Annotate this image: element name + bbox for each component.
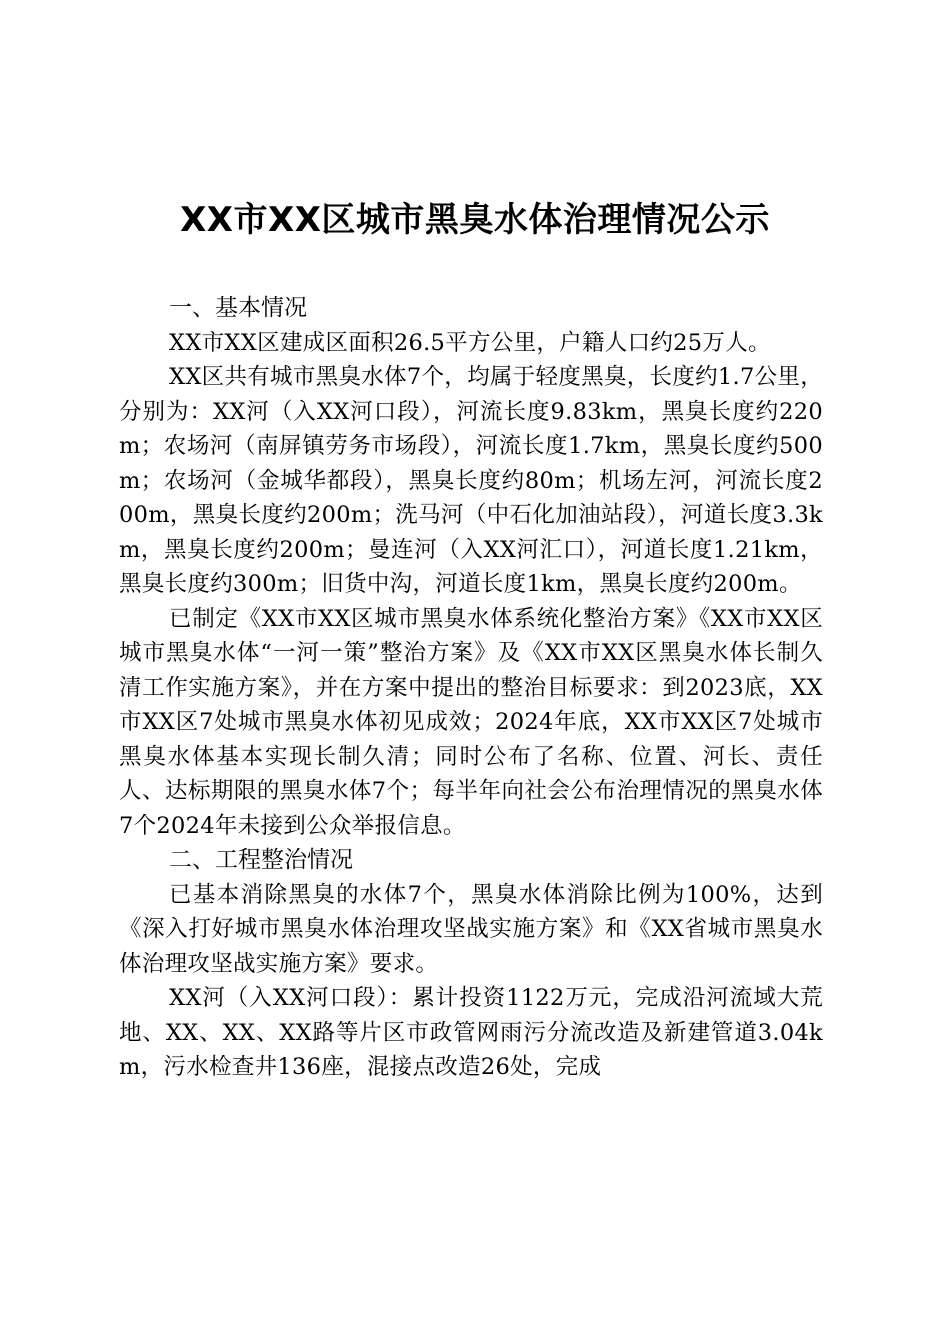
document-title: XX市XX区城市黑臭水体治理情况公示: [180, 200, 770, 240]
paragraph-xx-river-investment: XX河（入XX河口段）：累计投资1122万元，完成沿河流域大荒地、XX、XX、XX路等片区市政管网雨污分流改造及新建管道3.04km，污水检查井136座，混接点改造26处，完成: [119, 985, 823, 1080]
paragraph-area-population: XX市XX区建成区面积26.5平方公里，户籍人口约25万人。: [169, 329, 771, 356]
paragraph-water-bodies-list: XX区共有城市黑臭水体7个，均属于轻度黑臭，长度约1.7公里，分别为：XX河（入XX河口段），河流长度9.83km，黑臭长度约220m；农场河（南屏镇劳务市场段），河流长度1.7km，黑臭长度约500m；农场河（金城华都段），黑臭长度约80m；机场左河，河流长度200m，黑臭长度约200m；洗马河（中石化加油站段），河道长度3.3km，黑臭长度约200m；曼连河（入XX河汇口），河道长度1.21km，黑臭长度约300m；旧货中沟，河道长度1km，黑臭长度约200m。: [119, 364, 823, 597]
document-body: [119, 291, 823, 1085]
paragraph-elimination-ratio: 已基本消除黑臭的水体7个，黑臭水体消除比例为100%，达到《深入打好城市黑臭水体治理攻坚战实施方案》和《XX省城市黑臭水体治理攻坚战实施方案》要求。: [119, 881, 823, 977]
section-heading-basic-info: 一、基本情况: [169, 295, 307, 321]
paragraph-plans-and-targets: 已制定《XX市XX区城市黑臭水体系统化整治方案》《XX市XX区城市黑臭水体“一河一策”整治方案》及《XX市XX区黑臭水体长制久清工作实施方案》，并在方案中提出的整治目标要求：到2023底，XX市XX区7处城市黑臭水体初见成效；2024年底，XX市XX区7处城市黑臭水体基本实现长制久清；同时公布了名称、位置、河长、责任人、达标期限的黑臭水体7个；每半年向社会公布治理情况的黑臭水体7个2024年未接到公众举报信息。: [119, 605, 823, 839]
section-heading-engineering: 二、工程整治情况: [169, 847, 353, 873]
